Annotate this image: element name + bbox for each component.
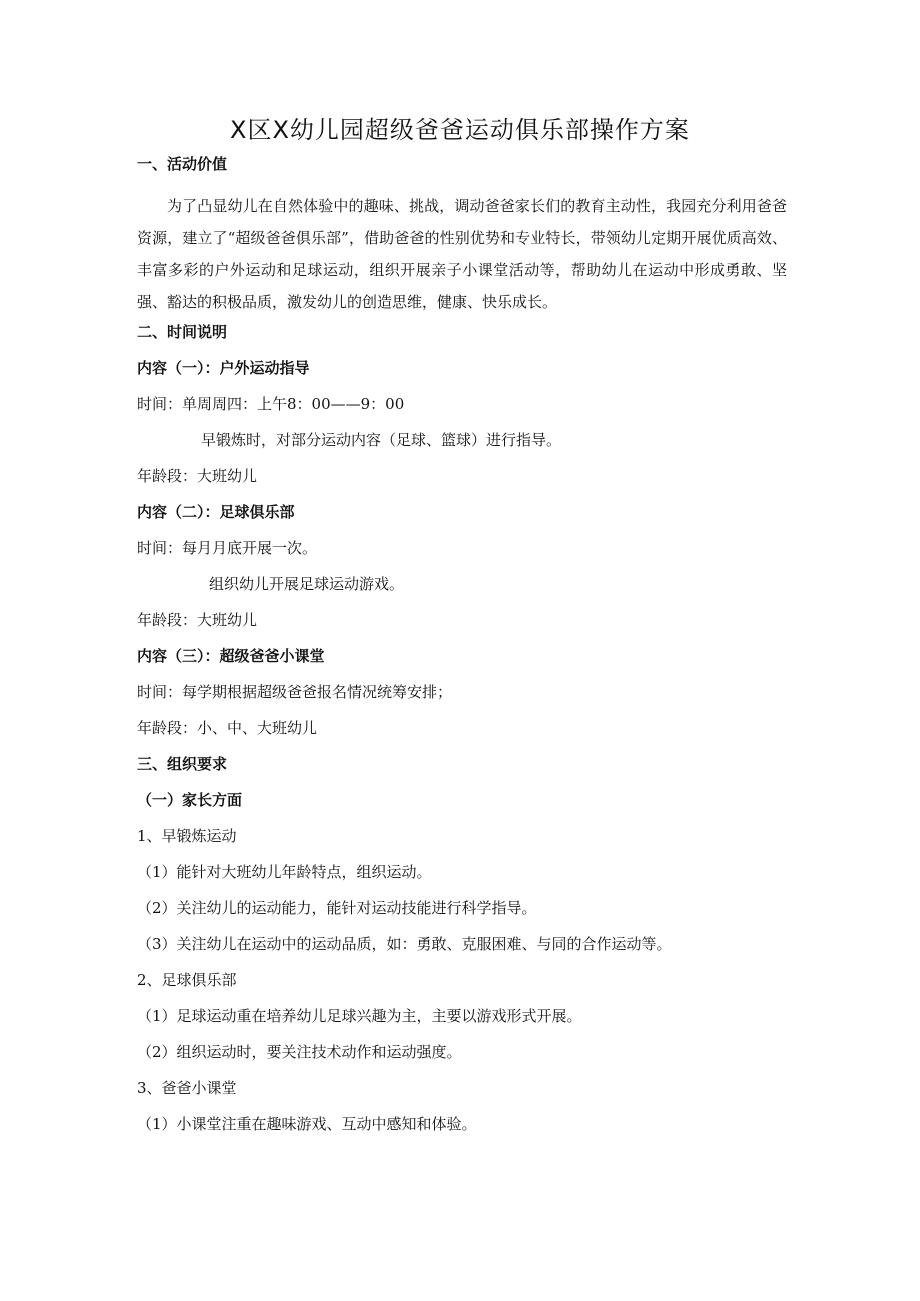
section-heading-value: 一、活动价值: [137, 155, 228, 173]
group-2-title: 2、足球俱乐部: [137, 971, 237, 989]
content-1-age: 年龄段：大班幼儿: [137, 467, 258, 485]
group-1-item: （3）关注幼儿在运动中的运动品质，如：勇敢、克服困难、与同的合作运动等。: [137, 935, 672, 953]
group-1-title: 1、早锻炼运动: [137, 827, 237, 845]
group-1-item: （2）关注幼儿的运动能力，能针对运动技能进行科学指导。: [137, 899, 537, 917]
group-3-title: 3、爸爸小课堂: [137, 1079, 237, 1097]
document-body: [137, 154, 787, 1150]
group-2-item: （2）组织运动时，要关注技术动作和运动强度。: [137, 1043, 462, 1061]
content-3-age: 年龄段：小、中、大班幼儿: [137, 719, 318, 737]
group-3-item: （1）小课堂注重在趣味游戏、互动中感知和体验。: [137, 1115, 477, 1133]
content-1-time: 时间：单周周四：上午8：00——9：00: [137, 395, 405, 413]
content-2-age: 年龄段：大班幼儿: [137, 611, 258, 629]
page-title: X区X幼儿园超级爸爸运动俱乐部操作方案: [230, 116, 690, 144]
group-1-item: （1）能针对大班幼儿年龄特点，组织运动。: [137, 863, 432, 881]
content-2-time: 时间：每月月底开展一次。: [137, 539, 318, 557]
content-1-desc: 早锻炼时，对部分运动内容（足球、篮球）进行指导。: [201, 431, 562, 449]
section-heading-time: 二、时间说明: [137, 323, 228, 341]
content-3-time: 时间：每学期根据超级爸爸报名情况统筹安排；: [137, 683, 453, 701]
content-2-desc: 组织幼儿开展足球运动游戏。: [209, 575, 405, 593]
content-1-heading: 内容（一）：户外运动指导: [137, 359, 310, 377]
group-2-item: （1）足球运动重在培养幼儿足球兴趣为主，主要以游戏形式开展。: [137, 1007, 582, 1025]
section-heading-requirements: 三、组织要求: [137, 755, 228, 773]
subsection-parents: （一）家长方面: [137, 791, 243, 809]
content-2-heading: 内容（二）：足球俱乐部: [137, 503, 295, 521]
content-3-heading: 内容（三）：超级爸爸小课堂: [137, 647, 325, 665]
value-paragraph: 为了凸显幼儿在自然体验中的趣味、挑战，调动爸爸家长们的教育主动性，我园充分利用爸爸资源，建立了“超级爸爸俱乐部”，借助爸爸的性别优势和专业特长，带领幼儿定期开展优质高效、丰富多彩的户外运动和足球运动，组织开展亲子小课堂活动等，帮助幼儿在运动中形成勇敢、坚强、豁达的积极品质，激发幼儿的创造思维，健康、快乐成长。: [137, 197, 787, 311]
